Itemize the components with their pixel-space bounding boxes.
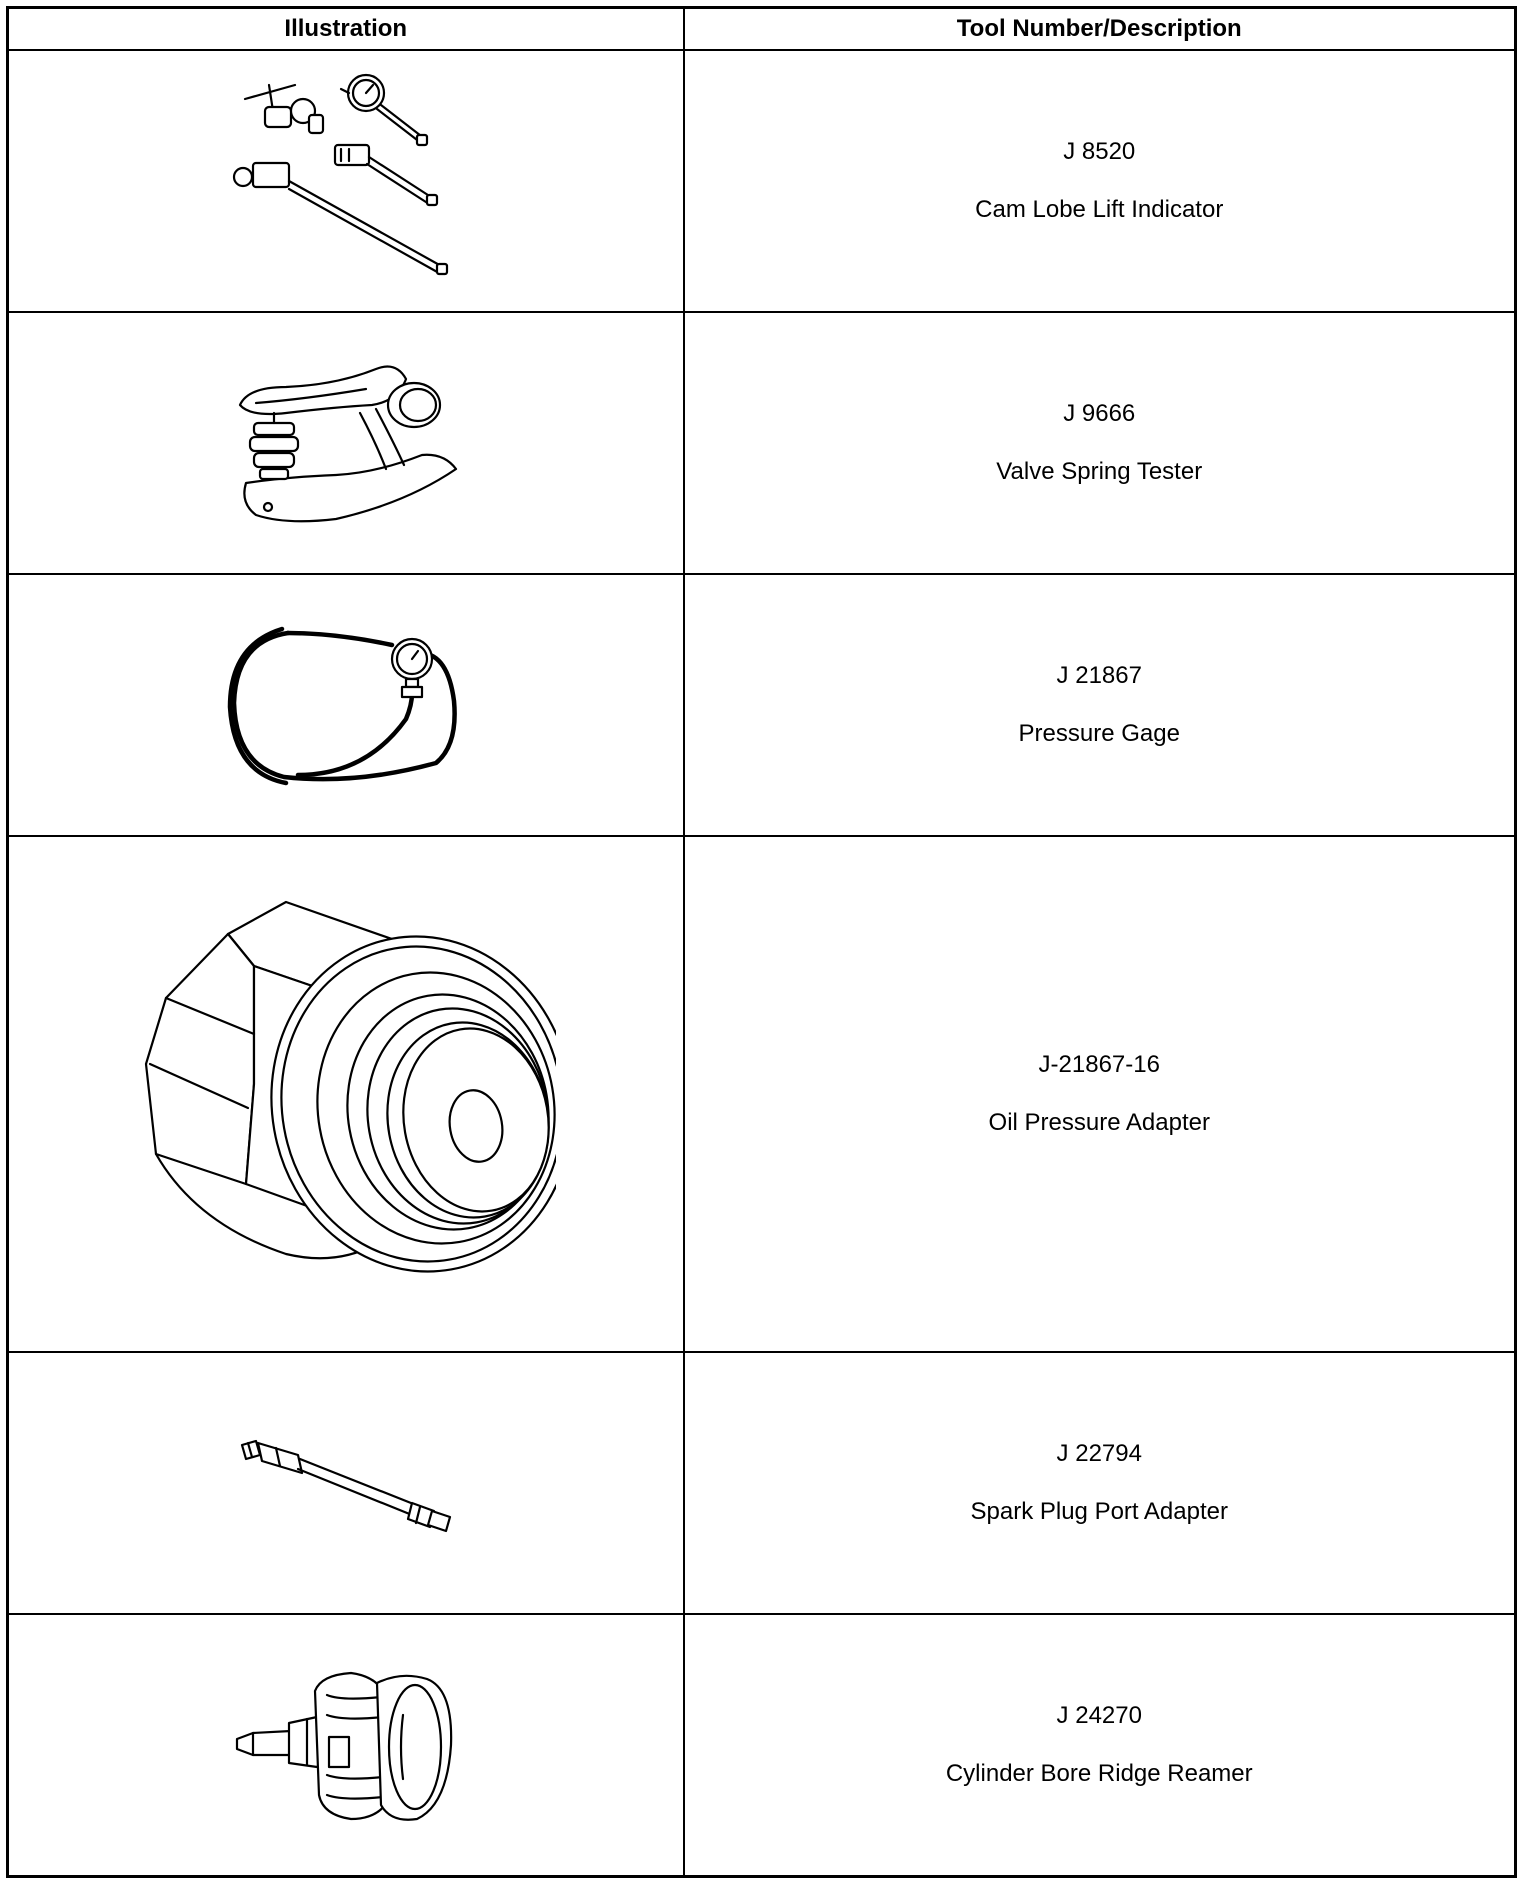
illustration-cell xyxy=(8,312,684,574)
tool-description-cell xyxy=(684,1352,1516,1614)
tool-description: Oil Pressure Adapter xyxy=(988,1109,1210,1136)
illustration-cell xyxy=(8,1614,684,1876)
tool-description-cell xyxy=(684,574,1516,836)
table-row xyxy=(8,574,1516,836)
tool-header: Tool Number/Description xyxy=(684,8,1516,51)
valve-spring-tester-illustration xyxy=(226,343,466,543)
illustration-cell xyxy=(8,50,684,312)
table-row xyxy=(8,1614,1516,1876)
oil-pressure-adapter-illustration xyxy=(136,894,556,1294)
table-row xyxy=(8,50,1516,312)
tool-description: Cylinder Bore Ridge Reamer xyxy=(945,1759,1253,1787)
tool-number: J 8520 xyxy=(1063,138,1136,165)
table-row xyxy=(8,312,1516,574)
tool-number: J 22794 xyxy=(1056,1440,1142,1467)
tool-number: J 9666 xyxy=(1063,400,1136,427)
tool-description: Spark Plug Port Adapter xyxy=(970,1498,1228,1525)
cylinder-bore-ridge-reamer-illustration xyxy=(231,1655,461,1835)
table-row xyxy=(8,836,1516,1352)
tool-number: J 24270 xyxy=(1056,1701,1142,1729)
illustration-header: Illustration xyxy=(8,8,684,51)
illustration-cell xyxy=(8,574,684,836)
tool-number: J 21867 xyxy=(1056,662,1142,689)
tool-description: Valve Spring Tester xyxy=(996,458,1203,485)
spark-plug-port-adapter-illustration xyxy=(236,1423,456,1543)
tool-description: Pressure Gage xyxy=(1018,720,1180,747)
tool-description-cell xyxy=(684,50,1516,312)
tool-description: Cam Lobe Lift Indicator xyxy=(975,196,1224,223)
pressure-gage-illustration xyxy=(226,615,466,795)
illustration-cell xyxy=(8,836,684,1352)
cam-lobe-lift-indicator-illustration xyxy=(231,71,461,291)
illustration-cell xyxy=(8,1352,684,1614)
tool-number: J-21867-16 xyxy=(1038,1051,1160,1078)
tool-description-cell xyxy=(684,836,1516,1352)
tool-description-cell xyxy=(684,312,1516,574)
header-row xyxy=(8,8,1516,51)
table-row xyxy=(8,1352,1516,1614)
tool-description-cell xyxy=(684,1614,1516,1876)
special-tools-table xyxy=(6,6,1517,1878)
